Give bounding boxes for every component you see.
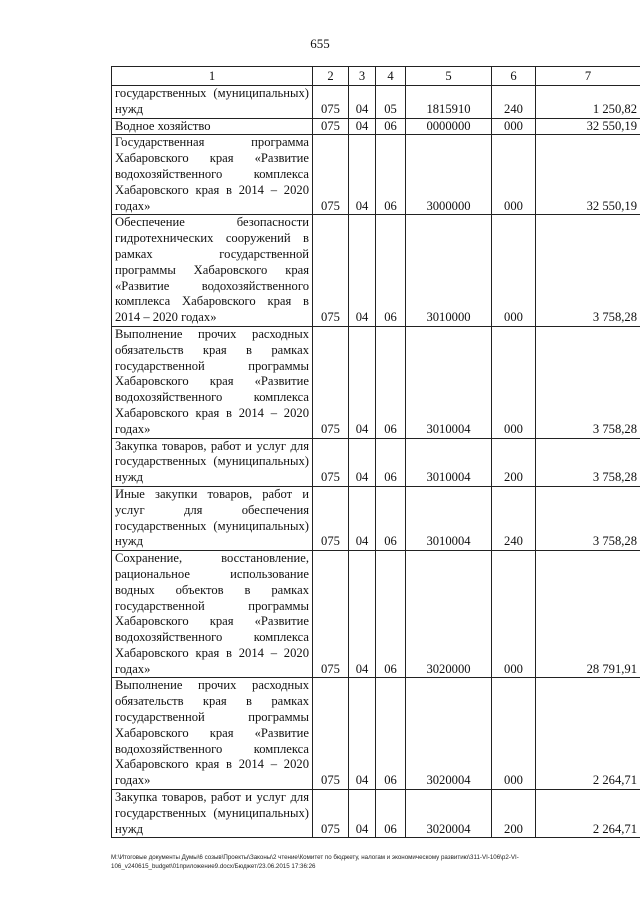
table-row	[112, 486, 640, 550]
row-subsection-cell: 06	[376, 326, 406, 438]
row-code-cell: 075	[313, 551, 349, 678]
row-expense-type-cell: 000	[492, 135, 536, 215]
row-name-cell: Закупка товаров, работ и услуг для государственных (муниципальных) нужд	[112, 790, 313, 838]
footer-file-path: M:\Итоговые документы Думы\6 созыв\Проекты\Законы\2 чтение\Комитет по бюджету, налогам и экономическому развитию\311-VI-106\р2-VI-106_v240615_budget\01приложение9.docx/Бюджет/23.06.2015 17:36:26	[111, 854, 519, 870]
row-section-cell: 04	[349, 118, 376, 135]
row-name-cell: Водное хозяйство	[112, 118, 313, 135]
row-target-article-cell: 3010004	[406, 486, 492, 550]
table-row	[112, 551, 640, 678]
header-cell: 6	[492, 67, 536, 86]
row-name-cell: государственных (муниципальных) нужд	[112, 86, 313, 119]
row-target-article-cell: 3010000	[406, 215, 492, 327]
table-row	[112, 135, 640, 215]
row-code-cell: 075	[313, 790, 349, 838]
row-subsection-cell: 06	[376, 135, 406, 215]
table-row	[112, 86, 640, 119]
row-amount-cell: 3 758,28	[536, 438, 640, 486]
header-cell: 7	[536, 67, 640, 86]
budget-table	[111, 66, 640, 838]
row-code-cell: 075	[313, 86, 349, 119]
row-amount-cell: 2 264,71	[536, 790, 640, 838]
row-amount-cell: 1 250,82	[536, 86, 640, 119]
row-code-cell: 075	[313, 118, 349, 135]
row-name-cell: Выполнение прочих расходных обязательств края в рамках государственной программы Хабаровского края «Развитие водохозяйственного комплекса Хабаровского края в 2014 – 2020 годах»	[112, 326, 313, 438]
row-subsection-cell: 06	[376, 118, 406, 135]
table-row	[112, 118, 640, 135]
row-target-article-cell: 3020000	[406, 551, 492, 678]
table-row	[112, 678, 640, 790]
row-subsection-cell: 05	[376, 86, 406, 119]
row-amount-cell: 3 758,28	[536, 326, 640, 438]
row-subsection-cell: 06	[376, 551, 406, 678]
table-header-row	[112, 67, 640, 86]
table-row	[112, 326, 640, 438]
row-expense-type-cell: 200	[492, 438, 536, 486]
row-expense-type-cell: 000	[492, 215, 536, 327]
table-row	[112, 215, 640, 327]
row-name-cell: Выполнение прочих расходных обязательств края в рамках государственной программы Хабаровского края «Развитие водохозяйственного комплекса Хабаровского края в 2014 – 2020 годах»	[112, 678, 313, 790]
row-target-article-cell: 3010004	[406, 326, 492, 438]
row-amount-cell: 3 758,28	[536, 215, 640, 327]
row-section-cell: 04	[349, 86, 376, 119]
row-section-cell: 04	[349, 678, 376, 790]
row-name-cell: Государственная программа Хабаровского края «Развитие водохозяйственного комплекса Хабаровского края в 2014 – 2020 годах»	[112, 135, 313, 215]
row-section-cell: 04	[349, 486, 376, 550]
row-target-article-cell: 3020004	[406, 790, 492, 838]
row-name-cell: Закупка товаров, работ и услуг для государственных (муниципальных) нужд	[112, 438, 313, 486]
row-amount-cell: 3 758,28	[536, 486, 640, 550]
header-cell: 3	[349, 67, 376, 86]
row-code-cell: 075	[313, 326, 349, 438]
row-amount-cell: 2 264,71	[536, 678, 640, 790]
row-section-cell: 04	[349, 215, 376, 327]
row-target-article-cell: 0000000	[406, 118, 492, 135]
row-subsection-cell: 06	[376, 486, 406, 550]
row-expense-type-cell: 240	[492, 486, 536, 550]
row-subsection-cell: 06	[376, 790, 406, 838]
table-body	[112, 86, 640, 838]
row-section-cell: 04	[349, 551, 376, 678]
row-target-article-cell: 3000000	[406, 135, 492, 215]
row-target-article-cell: 3020004	[406, 678, 492, 790]
row-section-cell: 04	[349, 790, 376, 838]
row-amount-cell: 28 791,91	[536, 551, 640, 678]
row-subsection-cell: 06	[376, 215, 406, 327]
row-section-cell: 04	[349, 326, 376, 438]
row-subsection-cell: 06	[376, 438, 406, 486]
row-expense-type-cell: 000	[492, 551, 536, 678]
row-amount-cell: 32 550,19	[536, 118, 640, 135]
row-target-article-cell: 1815910	[406, 86, 492, 119]
row-subsection-cell: 06	[376, 678, 406, 790]
row-section-cell: 04	[349, 135, 376, 215]
row-name-cell: Иные закупки товаров, работ и услуг для обеспечения государственных (муниципальных) нужд	[112, 486, 313, 550]
header-cell: 4	[376, 67, 406, 86]
row-code-cell: 075	[313, 678, 349, 790]
row-target-article-cell: 3010004	[406, 438, 492, 486]
row-code-cell: 075	[313, 135, 349, 215]
row-expense-type-cell: 000	[492, 326, 536, 438]
row-amount-cell: 32 550,19	[536, 135, 640, 215]
row-code-cell: 075	[313, 486, 349, 550]
page-number: 655	[310, 36, 330, 51]
row-expense-type-cell: 200	[492, 790, 536, 838]
row-code-cell: 075	[313, 438, 349, 486]
header-cell: 2	[313, 67, 349, 86]
row-expense-type-cell: 000	[492, 678, 536, 790]
row-section-cell: 04	[349, 438, 376, 486]
header-cell: 5	[406, 67, 492, 86]
header-cell: 1	[112, 67, 313, 86]
row-expense-type-cell: 000	[492, 118, 536, 135]
row-name-cell: Сохранение, восстановление, рациональное использование водных объектов в рамках государственной программы Хабаровского края «Развитие водохозяйственного комплекса Хабаровского края в 2014 – 2020 годах»	[112, 551, 313, 678]
row-name-cell: Обеспечение безопасности гидротехнических сооружений в рамках государственной программы Хабаровского края «Развитие водохозяйственного комплекса Хабаровского края в 2014 – 2020 годах»	[112, 215, 313, 327]
table-row	[112, 438, 640, 486]
table-row	[112, 790, 640, 838]
row-expense-type-cell: 240	[492, 86, 536, 119]
row-code-cell: 075	[313, 215, 349, 327]
